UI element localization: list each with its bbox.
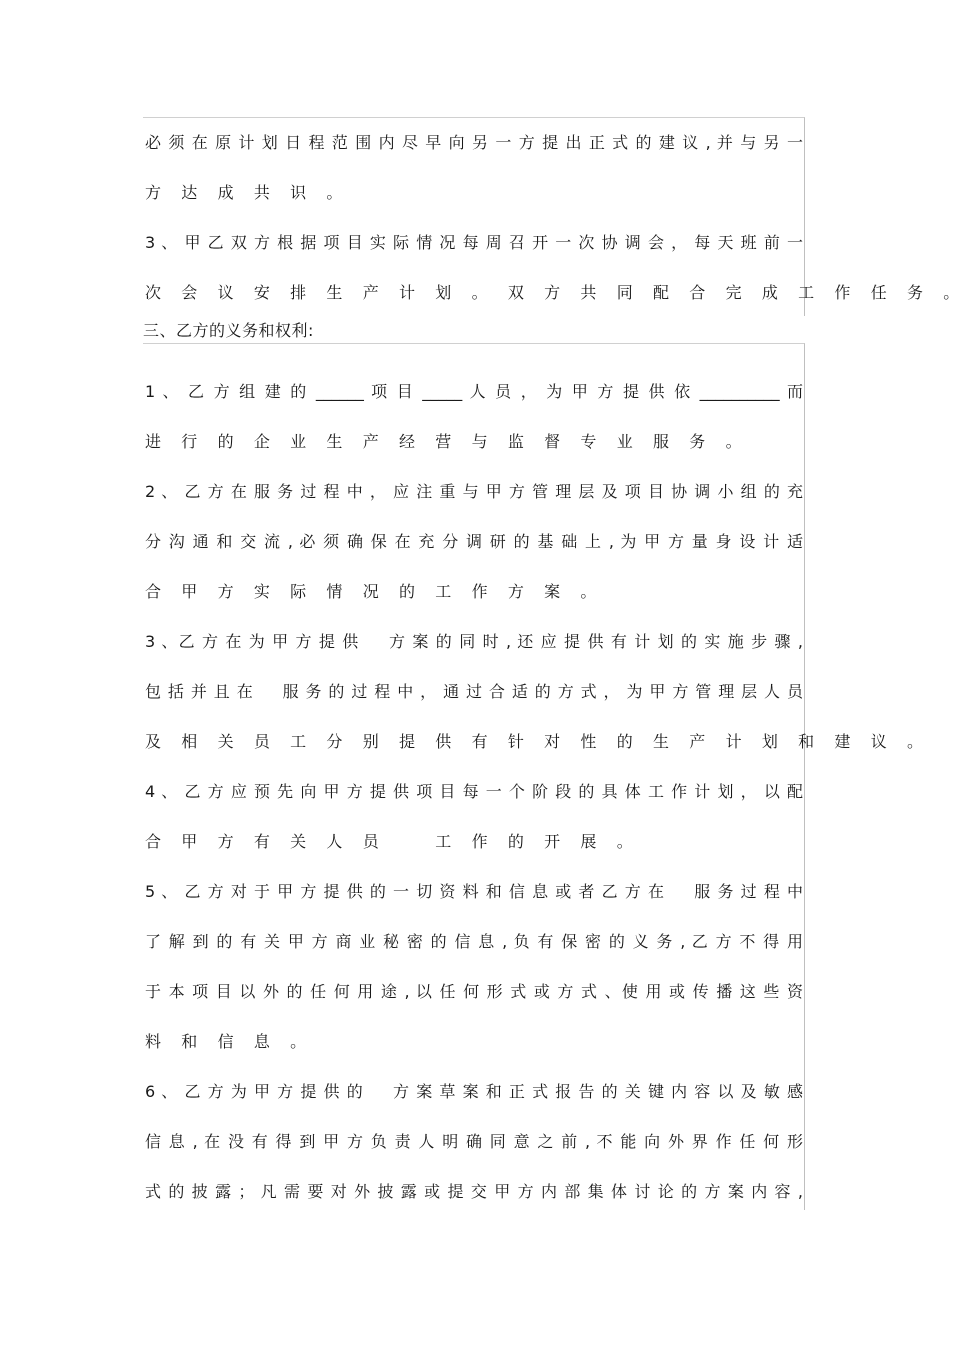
text-line: 2 、 乙 方 在 服 务 过 程 中 ， 应 注 重 与 甲 方 管 理 层 及 项 目 协 调 小 组 的 充 <box>145 482 803 501</box>
text-line: 方 达 成 共 识 。 <box>145 183 351 202</box>
body-text-frame <box>143 343 931 1210</box>
text-line: 进 行 的 企 业 生 产 经 营 与 监 督 专 业 服 务 。 <box>145 432 750 451</box>
text-line: 及 相 关 员 工 分 别 提 供 有 针 对 性 的 生 产 计 划 和 建 议 。 <box>145 732 931 751</box>
text-line: 1 、 乙 方 组 建 的 ______ 项 目 _____ 人 员 ， 为 甲 方 提 供 依 __________ 而 <box>145 382 803 401</box>
text-line: 3 、 甲 乙 双 方 根 据 项 目 实 际 情 况 每 周 召 开 一 次 协 调 会 ， 每 天 班 前 一 <box>145 233 803 252</box>
text-line: 3 、乙 方 在 为 甲 方 提 供 方 案 的 同 时 , 还 应 提 供 有 计 划 的 实 施 步 骤 , <box>145 632 803 651</box>
text-line: 6 、 乙 方 为 甲 方 提 供 的 方 案 草 案 和 正 式 报 告 的 关 键 内 容 以 及 敏 感 <box>145 1082 803 1101</box>
text-line: 分 沟 通 和 交 流 , 必 须 确 保 在 充 分 调 研 的 基 础 上 , 为 甲 方 量 身 设 计 适 <box>145 532 803 551</box>
text-line: 于 本 项 目 以 外 的 任 何 用 途 , 以 任 何 形 式 或 方 式 、使 用 或 传 播 这 些 资 <box>145 982 803 1001</box>
text-line: 5 、 乙 方 对 于 甲 方 提 供 的 一 切 资 料 和 信 息 或 者 乙 方 在 服 务 过 程 中 <box>145 882 803 901</box>
text-line: 合 甲 方 实 际 情 况 的 工 作 方 案 。 <box>145 582 605 601</box>
text-line: 信 息 , 在 没 有 得 到 甲 方 负 责 人 明 确 同 意 之 前 , 不 能 向 外 界 作 任 何 形 <box>145 1132 803 1151</box>
text-line: 包 括 并 且 在 服 务 的 过 程 中 ， 通 过 合 适 的 方 式 ， 为 甲 方 管 理 层 人 员 <box>145 682 803 701</box>
text-line: 必 须 在 原 计 划 日 程 范 围 内 尽 早 向 另 一 方 提 出 正 式 的 建 议 , 并 与 另 一 <box>145 133 803 152</box>
text-line: 了 解 到 的 有 关 甲 方 商 业 秘 密 的 信 息 , 负 有 保 密 的 义 务 , 乙 方 不 得 用 <box>145 932 803 951</box>
section-heading: 三、乙方的义务和权利: <box>143 321 314 340</box>
text-line: 次 会 议 安 排 生 产 计 划 。 双 方 共 同 配 合 完 成 工 作 任 务 。 <box>145 283 967 302</box>
text-line: 合 甲 方 有 关 人 员 工 作 的 开 展 。 <box>145 832 641 851</box>
text-line: 料 和 信 息 。 <box>145 1032 314 1051</box>
text-line: 式 的 披 露 ； 凡 需 要 对 外 披 露 或 提 交 甲 方 内 部 集 体 讨 论 的 方 案 内 容 , <box>145 1182 803 1201</box>
text-line: 4 、 乙 方 应 预 先 向 甲 方 提 供 项 目 每 一 个 阶 段 的 具 体 工 作 计 划 ， 以 配 <box>145 782 803 801</box>
